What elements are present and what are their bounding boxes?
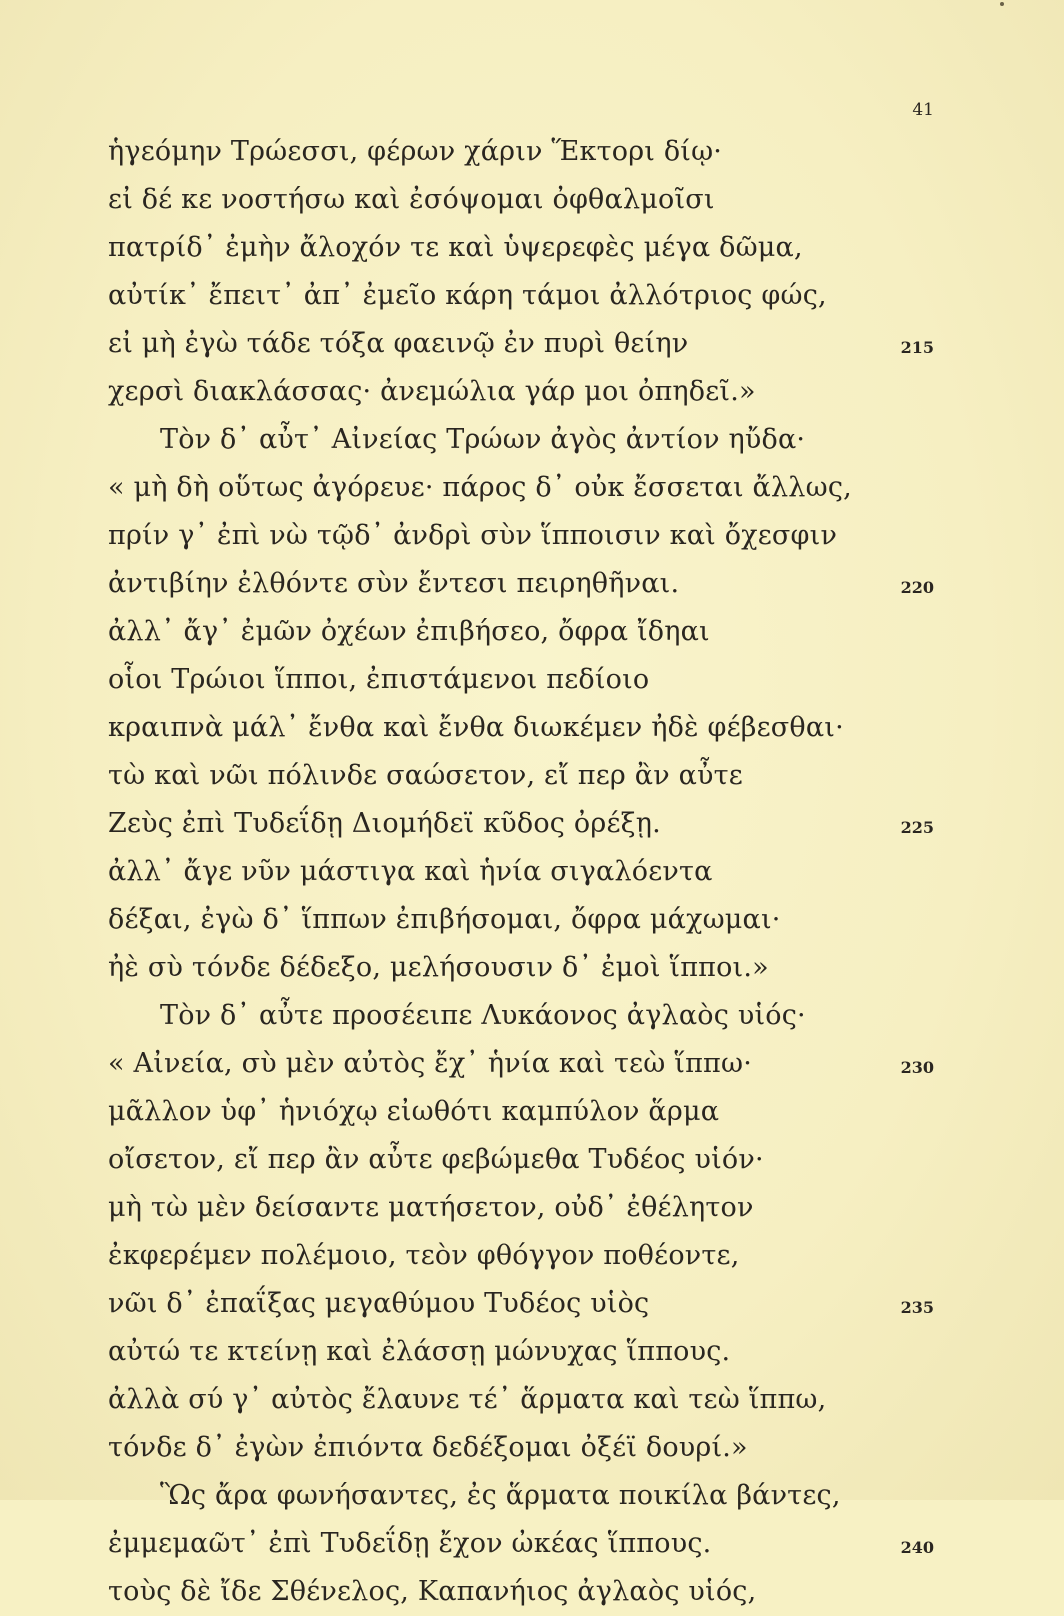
verse-line bbox=[0, 1424, 1064, 1472]
verse-line bbox=[0, 848, 1064, 896]
verse-text: αὐτίκ᾽ ἔπειτ᾽ ἀπ᾽ ἐμεῖο κάρη τάμοι ἀλλότριος φώς, bbox=[108, 280, 827, 311]
verse-line bbox=[0, 1520, 1064, 1568]
verse-text: « μὴ δὴ οὕτως ἀγόρευε· πάρος δ᾽ οὐκ ἔσσεται ἄλλως, bbox=[108, 472, 852, 503]
verse-text: πρίν γ᾽ ἐπὶ νὼ τῷδ᾽ ἀνδρὶ σὺν ἵπποισιν καὶ ὄχεσφιν bbox=[108, 520, 838, 551]
verse-text: « Αἰνεία, σὺ μὲν αὐτὸς ἔχ᾽ ἡνία καὶ τεὼ ἵππω· bbox=[108, 1048, 752, 1079]
verse-text: Ὣς ἄρα φωνήσαντες, ἐς ἅρματα ποικίλα βάντες, bbox=[160, 1480, 841, 1511]
verse-line bbox=[0, 1088, 1064, 1136]
verse-text: οἴσετον, εἴ περ ἂν αὖτε φεβώμεθα Τυδέος υἱόν· bbox=[108, 1144, 764, 1175]
line-number: 240 bbox=[900, 1538, 934, 1557]
verse-text: αὐτώ τε κτείνῃ καὶ ἐλάσσῃ μώνυχας ἵππους. bbox=[108, 1336, 731, 1367]
verse-line bbox=[0, 368, 1064, 416]
verse-line bbox=[0, 752, 1064, 800]
verse-text: Τὸν δ᾽ αὖτε προσέειπε Λυκάονος ἀγλαὸς υἱός· bbox=[160, 1000, 806, 1031]
verse-line bbox=[0, 1568, 1064, 1616]
page-number: 41 bbox=[912, 100, 934, 120]
verse-text: ἀλλ᾽ ἄγ᾽ ἐμῶν ὀχέων ἐπιβήσεο, ὄφρα ἴδηαι bbox=[108, 616, 710, 647]
verse-text: τόνδε δ᾽ ἐγὼν ἐπιόντα δεδέξομαι ὀξέϊ δουρί.» bbox=[108, 1432, 748, 1463]
verse-line bbox=[0, 1328, 1064, 1376]
verse-line bbox=[0, 800, 1064, 848]
verse-text: τοὺς δὲ ἴδε Σθένελος, Καπανήιος ἀγλαὸς υἱός, bbox=[108, 1576, 757, 1607]
verse-text: ἀλλὰ σύ γ᾽ αὐτὸς ἔλαυνε τέ᾽ ἅρματα καὶ τεὼ ἵππω, bbox=[108, 1384, 827, 1415]
verse-line bbox=[0, 992, 1064, 1040]
verse-text: ἠὲ σὺ τόνδε δέδεξο, μελήσουσιν δ᾽ ἐμοὶ ἵπποι.» bbox=[108, 952, 769, 983]
verse-line bbox=[0, 1472, 1064, 1520]
verse-line bbox=[0, 176, 1064, 224]
verse-line bbox=[0, 560, 1064, 608]
line-number: 215 bbox=[900, 338, 934, 357]
verse-line bbox=[0, 128, 1064, 176]
verse-text: τὼ καὶ νῶι πόλινδε σαώσετον, εἴ περ ἂν αὖτε bbox=[108, 760, 743, 791]
verse-line bbox=[0, 464, 1064, 512]
verse-line bbox=[0, 1040, 1064, 1088]
line-number: 220 bbox=[900, 578, 934, 597]
verse-text: Ζεὺς ἐπὶ Τυδεΐδῃ Διομήδεϊ κῦδος ὀρέξῃ. bbox=[108, 808, 661, 839]
verse-text: ἡγεόμην Τρώεσσι, φέρων χάριν Ἕκτορι δίῳ· bbox=[108, 136, 723, 167]
verse-line bbox=[0, 1184, 1064, 1232]
verse-line bbox=[0, 704, 1064, 752]
line-number: 230 bbox=[900, 1058, 934, 1077]
verse-line bbox=[0, 416, 1064, 464]
line-number: 225 bbox=[900, 818, 934, 837]
verse-text: δέξαι, ἐγὼ δ᾽ ἵππων ἐπιβήσομαι, ὄφρα μάχωμαι· bbox=[108, 904, 781, 935]
line-number: 235 bbox=[900, 1298, 934, 1317]
verse-line bbox=[0, 272, 1064, 320]
verse-line bbox=[0, 1136, 1064, 1184]
verse-text: οἷοι Τρώιοι ἵπποι, ἐπιστάμενοι πεδίοιο bbox=[108, 664, 650, 695]
verse-text: εἰ μὴ ἐγὼ τάδε τόξα φαεινῷ ἐν πυρὶ θείην bbox=[108, 328, 689, 359]
verse-line bbox=[0, 224, 1064, 272]
verse-text: Τὸν δ᾽ αὖτ᾽ Αἰνείας Τρώων ἀγὸς ἀντίον ηὔδα· bbox=[160, 424, 806, 455]
verse-text: κραιπνὰ μάλ᾽ ἔνθα καὶ ἔνθα διωκέμεν ἠδὲ φέβεσθαι· bbox=[108, 712, 844, 743]
verse-line bbox=[0, 608, 1064, 656]
verse-text: ἀντιβίην ἐλθόντε σὺν ἔντεσι πειρηθῆναι. bbox=[108, 568, 680, 599]
verse-text: χερσὶ διακλάσσας· ἀνεμώλια γάρ μοι ὀπηδεῖ.» bbox=[108, 376, 756, 407]
verse-line bbox=[0, 512, 1064, 560]
verse-line bbox=[0, 896, 1064, 944]
verse-line bbox=[0, 1232, 1064, 1280]
verse-text: νῶι δ᾽ ἐπαΐξας μεγαθύμου Τυδέος υἱὸς bbox=[108, 1288, 650, 1319]
verse-text: μὴ τὼ μὲν δείσαντε ματήσετον, οὐδ᾽ ἐθέλητον bbox=[108, 1192, 754, 1223]
verse-line bbox=[0, 656, 1064, 704]
verse-text: ἐκφερέμεν πολέμοιο, τεὸν φθόγγον ποθέοντε, bbox=[108, 1240, 740, 1271]
verse-text: ἀλλ᾽ ἄγε νῦν μάστιγα καὶ ἡνία σιγαλόεντα bbox=[108, 856, 713, 887]
verse-text: ἐμμεμαῶτ᾽ ἐπὶ Τυδεΐδῃ ἔχον ὠκέας ἵππους. bbox=[108, 1528, 712, 1559]
verse-line bbox=[0, 1280, 1064, 1328]
verse-text: πατρίδ᾽ ἐμὴν ἄλοχόν τε καὶ ὑψερεφὲς μέγα δῶμα, bbox=[108, 232, 803, 263]
verse-text: εἰ δέ κε νοστήσω καὶ ἐσόψομαι ὀφθαλμοῖσι bbox=[108, 184, 715, 215]
verse-text: μᾶλλον ὑφ᾽ ἡνιόχῳ εἰωθότι καμπύλον ἅρμα bbox=[108, 1096, 720, 1127]
verse-line bbox=[0, 320, 1064, 368]
verse-line bbox=[0, 1376, 1064, 1424]
verse-line bbox=[0, 944, 1064, 992]
verse-block bbox=[0, 128, 1064, 1616]
corner-mark bbox=[1000, 2, 1004, 6]
